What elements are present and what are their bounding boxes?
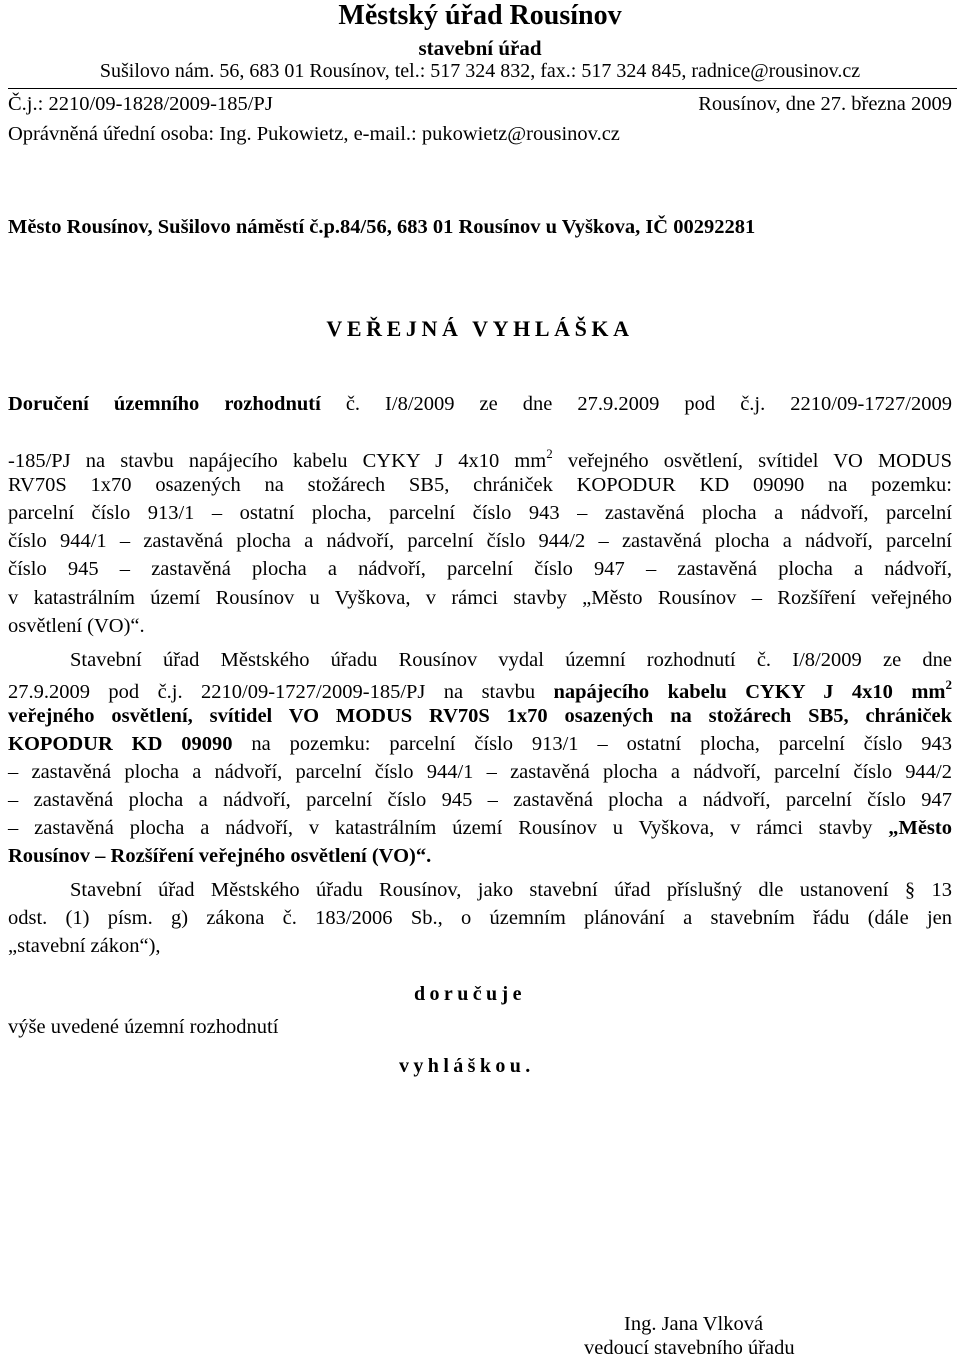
- place-date: Rousínov, dne 27. března 2009: [698, 93, 952, 115]
- p1-line-6: číslo 945 – zastavěná plocha a nádvoří, parcelní číslo 947 – zastavěná plocha a nádvoří,: [8, 558, 952, 580]
- p1-bold-lead: Doručení územního rozhodnutí: [8, 393, 321, 415]
- p2-line-3: veřejného osvětlení, svítidel VO MODUS RV70S 1x70 osazených na stožárech SB5, chrániček: [8, 705, 952, 727]
- p2-line-2-a: 27.9.2009 pod č.j. 2210/09-1727/2009-185/PJ na stavbu: [8, 681, 554, 703]
- p1-line-4: parcelní číslo 913/1 – ostatní plocha, parcelní číslo 943 – zastavěná plocha a nádvoří, parcelní: [8, 502, 952, 524]
- public-notice-heading: VEŘEJNÁ VYHLÁŠKA: [326, 316, 634, 341]
- p2-line-7-a: – zastavěná plocha a nádvoří, v katastrálním území Rousínov u Vyškova, v rámci stavby: [8, 817, 889, 839]
- p1-line-5: číslo 944/1 – zastavěná plocha a nádvoří, parcelní číslo 944/2 – zastavěná plocha a nádvoří, parcelní: [8, 530, 952, 552]
- p2-superscript: 2: [945, 677, 952, 692]
- p2-line-5: – zastavěná plocha a nádvoří, parcelní číslo 944/1 – zastavěná plocha a nádvoří, parcelní číslo 944/2: [8, 761, 952, 783]
- p1-line-2-a: -185/PJ na stavbu napájecího kabelu CYKY J 4x10 mm: [8, 450, 547, 472]
- office-address: Sušilovo nám. 56, 683 01 Rousínov, tel.: 517 324 832, fax.: 517 324 845, radnice@rousinov.cz: [99, 60, 861, 82]
- p1-superscript: 2: [546, 446, 553, 461]
- addressee: Město Rousínov, Sušilovo náměstí č.p.84/56, 683 01 Rousínov u Vyškova, IČ 00292281: [8, 216, 756, 238]
- signatory-name: Ing. Jana Vlková: [624, 1313, 764, 1335]
- signatory-title: vedoucí stavebního úřadu: [584, 1337, 795, 1359]
- p2-line-8: Rousínov – Rozšíření veřejného osvětlení (VO)“.: [8, 845, 432, 867]
- case-number: Č.j.: 2210/09-1828/2009-185/PJ: [8, 93, 273, 115]
- header-divider: [8, 88, 957, 89]
- p1-line-3: RV70S 1x70 osazených na stožárech SB5, chrániček KOPODUR KD 09090 na pozemku:: [8, 474, 952, 496]
- p1-line-1: [8, 393, 952, 416]
- p2-line-1: Stavební úřad Městského úřadu Rousínov vydal územní rozhodnutí č. I/8/2009 ze dne: [70, 649, 952, 671]
- delivered-object: výše uvedené územní rozhodnutí: [8, 1016, 279, 1038]
- p1-line-2: [8, 446, 952, 473]
- authorized-official: Oprávněná úřední osoba: Ing. Pukowietz, e-mail.: pukowietz@rousinov.cz: [8, 123, 620, 145]
- delivery-manner: vyhláškou.: [399, 1055, 535, 1077]
- p2-line-2-bold: napájecího kabelu CYKY J 4x10 mm: [553, 681, 946, 703]
- p3-line-2: odst. (1) písm. g) zákona č. 183/2006 Sb., o územním plánování a stavebním řádu (dále jen: [8, 907, 952, 929]
- p3-line-1: Stavební úřad Městského úřadu Rousínov, jako stavební úřad příslušný dle ustanovení § 13: [70, 879, 952, 901]
- p1-line-8: osvětlení (VO)“.: [8, 615, 145, 637]
- p1-line-7: v katastrálním území Rousínov u Vyškova, v rámci stavby „Město Rousínov – Rozšíření veřejného: [8, 587, 952, 609]
- p2-line-7: [8, 817, 952, 840]
- p2-line-4-bold: KOPODUR KD 09090: [8, 733, 233, 755]
- p2-line-4-rest: na pozemku: parcelní číslo 913/1 – ostatní plocha, parcelní číslo 943: [232, 733, 953, 755]
- department-subtitle: stavební úřad: [418, 36, 542, 60]
- p3-line-3: „stavební zákon“),: [8, 935, 161, 957]
- p2-line-2: [8, 677, 952, 704]
- p2-line-7-bold: „Město: [888, 817, 952, 839]
- p1-line-1-rest: č. I/8/2009 ze dne 27.9.2009 pod č.j. 2210/09-1727/2009: [345, 393, 952, 415]
- office-title: Městský úřad Rousínov: [338, 0, 622, 31]
- p2-line-4: [8, 733, 952, 756]
- p2-line-6: – zastavěná plocha a nádvoří, parcelní číslo 945 – zastavěná plocha a nádvoří, parcelní číslo 947: [8, 789, 952, 811]
- p1-line-2-b: veřejného osvětlení, svítidel VO MODUS: [552, 450, 952, 472]
- delivers-verb: doručuje: [414, 983, 526, 1005]
